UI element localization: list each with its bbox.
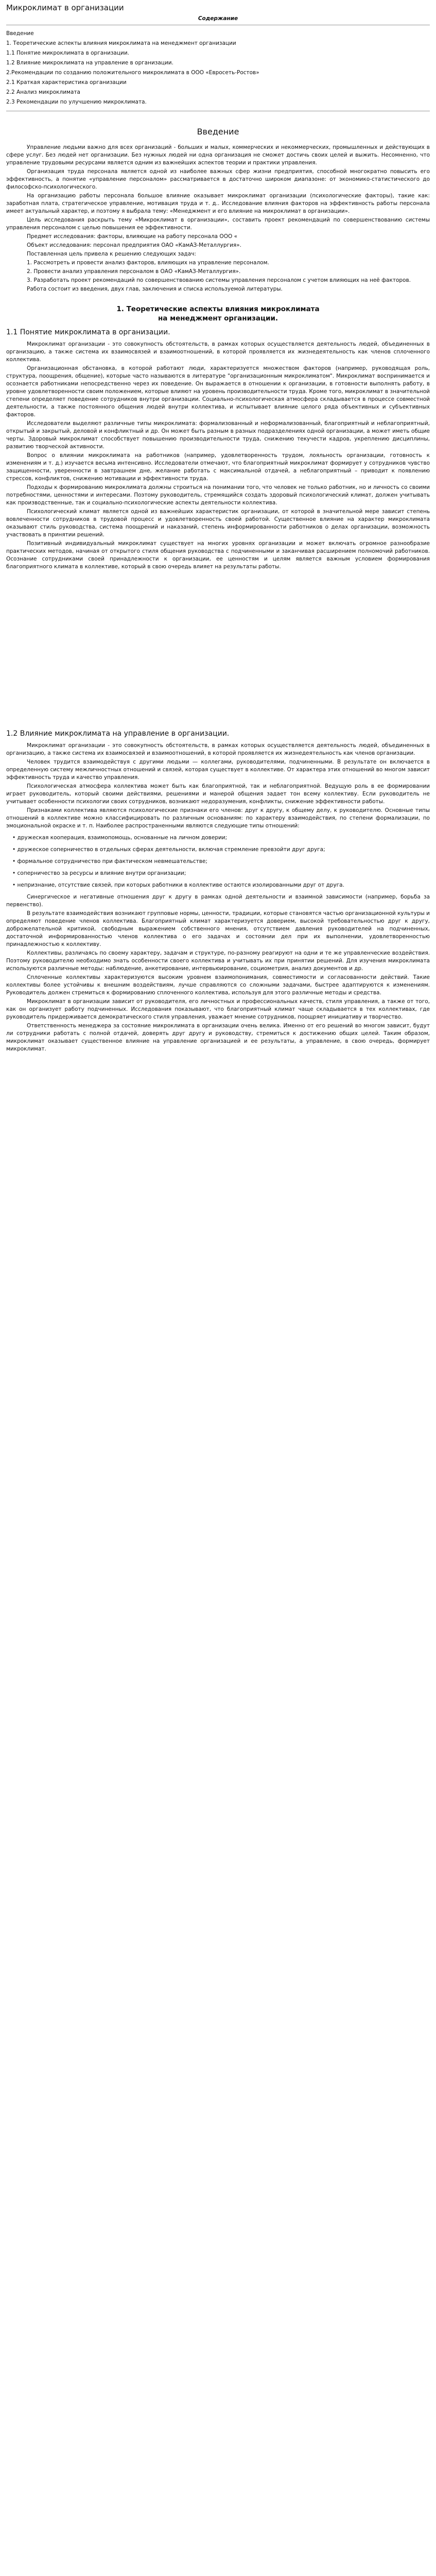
toc-item[interactable]: 2.Рекомендации по созданию положительного микроклимата в ООО «Евросеть-Ростов»	[6, 70, 259, 76]
intro-paragraph: Предмет исследования: факторы, влияющие на работу персонала ООО «	[27, 233, 237, 240]
toc-item[interactable]: 2.2 Анализ микроклимата	[6, 89, 80, 95]
section-paragraph: Психологическая атмосфера коллектива может быть как благоприятной, так и неблагоприятной. Ведущую роль в ее формировании играет руководитель, который своими действиями, решениями и манерой общения задает тон всему коллективу. Если руководитель не учитывает особенности психологии своих сотрудников, возникают недоразумения, конфликты, снижение эффективности работы.	[6, 783, 430, 805]
section-paragraph: Подходы к формированию микроклимата должны строиться на понимании того, что человек не только работник, но и личность со своими потребностями, ценностями и интересами. Поэтому руководитель, стремящийся создать здоровый психологический климат, должен учитывать как производственные, так и социально-психологические аспекты деятельности коллектива.	[6, 484, 430, 506]
section-paragraph: Исследователи выделяют различные типы микроклимата: формализованный и неформализованный, благоприятный и неблагоприятный, открытый и закрытый, деловой и конфликтный и др. Он может быть разным в разных подразделениях одной организации, а может иметь общие черты. Здоровый микроклимат способствует повышению производительности труда, снижению текучести кадров, укреплению дисциплины, развитию творческой активности.	[6, 420, 430, 450]
chapter1-heading	[6, 304, 430, 323]
list-item: • формальное сотрудничество при фактическом невмешательстве;	[12, 858, 207, 865]
section-paragraph: Микроклимат в организации зависит от руководителя, его личностных и профессиональных качеств, стиля управления, а также от того, как он организует работу подчиненных. Исследования показывают, что благоприятный климат чаще складывается в тех коллективах, где руководитель придерживается демократического стиля управления, уважает мнение сотрудников, поощряет инициативу и творчество.	[6, 998, 430, 1020]
toc-item[interactable]: Введение	[6, 30, 34, 37]
section-1-1-heading: 1.1 Понятие микроклимата в организации.	[6, 328, 170, 336]
toc-heading: Содержание	[198, 15, 238, 22]
task-item: 1. Рассмотреть и провести анализ факторов, влияющих на управление персоналом.	[27, 260, 269, 266]
table-of-contents	[6, 25, 430, 111]
section-paragraph: Позитивный индивидуальный микроклимат существует на многих уровнях организации и может включать огромное разнообразие практических методов, начиная от открытого стиля общения руководства с подчиненными и заканчивая расширением полномочий работников. Осознание сотрудниками своей принадлежности к организации, ее ценностям и целям является важным условием формирования благоприятного климата в коллективе, который в свою очередь влияет на результаты работы.	[6, 540, 430, 570]
toc-item[interactable]: 2.1 Краткая характеристика организации	[6, 79, 127, 86]
intro-paragraph: Организация труда персонала является одной из наиболее важных сфер жизни предприятия, способной многократно повысить его эффективность, а понятие «управление персоналом» рассматривается в достаточно широком диапазоне: от экономико-статистического до философско-психологического.	[6, 168, 430, 190]
blank-space	[6, 572, 430, 726]
section-paragraph: Синергическое и негативные отношения друг к другу в рамках одной деятельности и взаимной зависимости (например, борьба за первенство).	[6, 894, 430, 908]
section-paragraph: Коллективы, различаясь по своему характеру, задачам и структуре, по-разному реагируют на одни и те же управленческие воздействия. Поэтому руководителю необходимо знать особенности своего коллектива и учитывать их при принятии решений. Для изучения микроклимата используются различные методы: наблюдение, анкетирование, интервьюирование, социометрия, анализ документов и др.	[6, 950, 430, 972]
task-item: 2. Провести анализ управления персоналом в ОАО «КамАЗ-Металлургия».	[27, 268, 241, 275]
section-paragraph: Организационная обстановка, в которой работают люди, характеризуется множеством факторов (например, руководящая роль, структура, поощрения, общение), которые часто называются в литературе "организационным микроклиматом". Микроклимат воспринимается и осознается работниками непосредственно через их поведение. Он выражается в отношении к организации, в готовности выполнять работу, в уровне удовлетворенности своим положением, которые влияют на уровень производительности труда. Кроме того, микроклимат в значительной степени определяет поведение сотрудников внутри организации. Социально-психологическая атмосфера складывается в процессе совместной деятельности, а также постоянного общения людей внутри коллектива, и испытывает влияние целого ряда объективных и субъективных факторов.	[6, 365, 430, 418]
toc-item[interactable]: 1. Теоретические аспекты влияния микроклимата на менеджмент организации	[6, 40, 236, 46]
intro-paragraph: Объект исследования: персонал предприятия ОАО «КамАЗ-Металлургия».	[27, 242, 241, 248]
section-paragraph: Вопрос о влиянии микроклимата на работников (например, удовлетворенность трудом, лояльность организации, готовность к изменениям и т. д.) изучается весьма интенсивно. Исследователи отмечают, что благоприятный микроклимат формирует у сотрудников чувство защищенности, уверенности в завтрашнем дне, желание работать с максимальной отдачей, а неблагоприятный – приводит к появлению стрессов, конфликтов, снижению мотивации и эффективности труда.	[6, 452, 430, 482]
list-item: • соперничество за ресурсы и влияние внутри организации;	[12, 870, 186, 876]
list-item: • непризнание, отсутствие связей, при которых работники в коллективе остаются изолированными друг от друга.	[12, 882, 344, 888]
section-paragraph: Микроклимат организации - это совокупность обстоятельств, в рамках которых осуществляется деятельность людей, объединенных в организацию, а также система их взаимосвязей и взаимоотношений, в которой проявляется их жизнедеятельность как членов сплоченного коллектива.	[6, 341, 430, 363]
list-item: • дружеское соперничество в отдельных сферах деятельности, включая стремление превзойти друг друга;	[12, 846, 325, 853]
section-paragraph: Признаками коллектива являются психологические признаки его членов: друг к другу, к общему делу, к руководителю. Основные типы отношений в коллективе можно классифицировать по различным основаниям: по характеру взаимодействия, по степени формализации, по эмоциональной окраске и т. п. Наиболее распространенными являются следующие типы отношений:	[6, 807, 430, 829]
toc-item[interactable]: 2.3 Рекомендации по улучшению микроклимата.	[6, 99, 147, 105]
toc-item[interactable]: 1.2 Влияние микроклимата на управление в организации.	[6, 60, 173, 66]
intro-paragraph: Поставленная цель привела к решению следующих задач:	[27, 251, 196, 257]
intro-heading: Введение	[197, 127, 239, 137]
section-paragraph: Микроклимат организации - это совокупность обстоятельств, в рамках которых осуществляется деятельность людей, объединенных в организацию, а также система их взаимосвязей и взаимоотношений, в которой проявляется их жизнедеятельность как членов организации.	[6, 742, 430, 756]
section-1-2-heading: 1.2 Влияние микроклимата на управление в организации.	[6, 730, 230, 738]
list-item: • дружеская кооперация, взаимопомощь, основанные на личном доверии;	[12, 835, 228, 841]
chapter1-heading-line2: на менеджмент организации.	[158, 314, 278, 323]
section-paragraph: Психологический климат является одной из важнейших характеристик организации, от которой в значительной мере зависит степень вовлеченности сотрудников в трудовой процесс и удовлетворенность своей работой. Существенное влияние на характер микроклимата оказывают стиль руководства, система поощрений и наказаний, степень информированности работников о делах организации, возможность участвовать в принятии решений.	[6, 509, 430, 538]
section-paragraph: Человек трудится взаимодействуя с другими людьми — коллегами, руководителями, подчиненными. В результате он включается в определенную систему межличностных отношений и связей, которая существует в коллективе. От характера этих отношений во многом зависит эффективность труда и качество управления.	[6, 759, 430, 781]
page-title: Микроклимат в организации	[6, 3, 124, 12]
chapter1-heading-line1: 1. Теоретические аспекты влияния микроклимата	[116, 305, 320, 313]
task-item: 3. Разработать проект рекомендаций по совершенствованию системы управления персоналом с учетом влияющих на неё факторов.	[27, 277, 411, 283]
intro-paragraph: Управление людьми важно для всех организаций - больших и малых, коммерческих и некоммерческих, промышленных и действующих в сфере услуг. Без людей нет организации. Без нужных людей ни одна организация не сможет достичь своих целей и выжить. Несомненно, что управление трудовыми ресурсами является одним из важнейших аспектов теории и практики управления.	[6, 144, 430, 166]
section-paragraph: Сплоченные коллективы характеризуются высоким уровнем взаимопонимания, совместимости и согласованности действий. Такие коллективы более устойчивы к внешним воздействиям, лучше справляются со сложными задачами, быстрее адаптируются к изменениям. Руководитель должен стремиться к формированию сплоченного коллектива, используя для этого различные методы и средства.	[6, 974, 430, 996]
section-paragraph: Ответственность менеджера за состояние микроклимата в организации очень велика. Именно от его решений во многом зависит, будут ли сотрудники работать с полной отдачей, доверять друг другу и руководству, стремиться к достижению общих целей. Таким образом, микроклимат оказывает существенное влияние на управление организацией и ее результаты, а управление, в свою очередь, формирует микроклимат.	[6, 1023, 430, 1052]
intro-paragraph: Цель исследования раскрыть тему «Микроклимат в организации», составить проект рекомендаций по совершенствованию системы управления персоналом с целью повышения ее эффективности.	[6, 217, 430, 231]
section-paragraph: В результате взаимодействия возникают групповые нормы, ценности, традиции, которые становятся частью организационной культуры и определяют поведение членов коллектива. Благоприятный климат характеризуется доверием, высокой требовательностью друг к другу, доброжелательной критикой, свободным выражением собственного мнения, отсутствием давления руководителей на подчиненных, достаточной информированностью членов коллектива о его задачах и состоянии дел при их выполнении, удовлетворенностью принадлежностью к коллективу.	[6, 910, 430, 947]
intro-paragraph: На организацию работы персонала большое влияние оказывает микроклимат организации (психологические факторы), такие как: заработная плата, стратегическое управление, мотивация труда и т. д.. Исследование влияния факторов на эффективность работы персонала имеет актуальный характер, и поэтому я выбрала тему: «Менеджмент и его влияние на микроклимат в организации».	[6, 193, 430, 214]
toc-item[interactable]: 1.1 Понятие микроклимата в организации.	[6, 50, 129, 56]
intro-closing: Работа состоит из введения, двух глав, заключения и списка используемой литературы.	[27, 286, 283, 292]
